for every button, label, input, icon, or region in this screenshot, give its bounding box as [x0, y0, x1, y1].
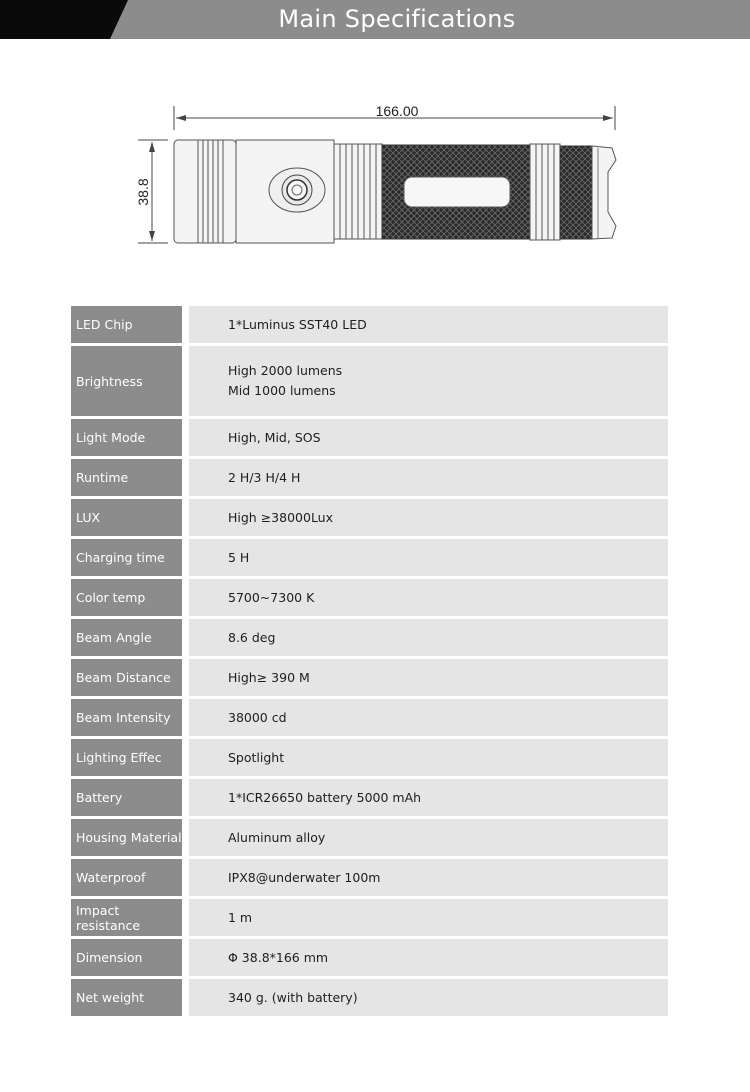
- spec-value-line: 1*ICR26650 battery 5000 mAh: [228, 789, 422, 805]
- spec-row: [71, 579, 668, 616]
- spec-value-line: 8.6 deg: [228, 629, 276, 645]
- spec-row: [71, 539, 668, 576]
- spec-row: [71, 699, 668, 736]
- diameter-dimension: [135, 140, 168, 243]
- spec-value: [189, 699, 668, 736]
- flashlight-switch-section: [236, 140, 334, 243]
- spec-value: [189, 499, 668, 536]
- spec-label: Beam Distance: [71, 659, 182, 696]
- spec-label: Battery: [71, 779, 182, 816]
- spec-label: Impact resistance: [71, 899, 182, 936]
- spec-divider: [182, 579, 189, 616]
- spec-row: [71, 819, 668, 856]
- spec-value-line: High ≥38000Lux: [228, 509, 334, 525]
- spec-label: Beam Intensity: [71, 699, 182, 736]
- spec-value: [189, 659, 668, 696]
- length-dimension: [174, 103, 615, 130]
- spec-value-line: Spotlight: [228, 749, 285, 765]
- spec-row: [71, 739, 668, 776]
- spec-row: [71, 939, 668, 976]
- spec-value: [189, 619, 668, 656]
- spec-value: [189, 419, 668, 456]
- spec-value-line: 5 H: [228, 549, 250, 565]
- flashlight-neck-rings: [334, 144, 382, 239]
- spec-value-line: High 2000 lumens: [228, 363, 343, 378]
- spec-value: [189, 779, 668, 816]
- spec-divider: [182, 539, 189, 576]
- spec-label: Runtime: [71, 459, 182, 496]
- spec-row: [71, 499, 668, 536]
- spec-row: [71, 979, 668, 1016]
- spec-value: [189, 346, 668, 416]
- spec-row: [71, 346, 668, 416]
- spec-divider: [182, 939, 189, 976]
- flashlight-head: [560, 146, 616, 239]
- spec-row: [71, 306, 668, 343]
- flashlight-knurled-body: [382, 145, 530, 239]
- spec-label: Color temp: [71, 579, 182, 616]
- spec-value: [189, 979, 668, 1016]
- spec-divider: [182, 419, 189, 456]
- spec-value-line: High, Mid, SOS: [228, 429, 321, 445]
- spec-divider: [182, 899, 189, 936]
- spec-divider: [182, 346, 189, 416]
- spec-value-line: 1*Luminus SST40 LED: [228, 316, 367, 332]
- spec-divider: [182, 699, 189, 736]
- spec-divider: [182, 659, 189, 696]
- spec-row: [71, 419, 668, 456]
- spec-row: [71, 459, 668, 496]
- spec-value-line: 38000 cd: [228, 709, 287, 725]
- page-title: Main Specifications: [278, 5, 516, 33]
- spec-value: [189, 459, 668, 496]
- spec-label: Lighting Effec: [71, 739, 182, 776]
- spec-row: [71, 899, 668, 936]
- spec-label: Brightness: [71, 346, 182, 416]
- spec-label: Charging time: [71, 539, 182, 576]
- spec-value: [189, 939, 668, 976]
- spec-value-line: 5700~7300 K: [228, 589, 315, 605]
- spec-value: [189, 899, 668, 936]
- spec-value-line: Aluminum alloy: [228, 829, 326, 845]
- length-label: 166.00: [375, 103, 419, 119]
- spec-label: Beam Angle: [71, 619, 182, 656]
- spec-divider: [182, 819, 189, 856]
- spec-label: LED Chip: [71, 306, 182, 343]
- spec-row: [71, 619, 668, 656]
- specifications-table: [71, 306, 668, 1019]
- spec-label: Net weight: [71, 979, 182, 1016]
- spec-value: [189, 819, 668, 856]
- spec-label: Light Mode: [71, 419, 182, 456]
- flashlight-head-rings: [530, 144, 560, 240]
- spec-divider: [182, 459, 189, 496]
- spec-label: Housing Material: [71, 819, 182, 856]
- spec-divider: [182, 859, 189, 896]
- diameter-label: 38.8: [135, 178, 151, 206]
- spec-value: [189, 859, 668, 896]
- spec-value: [189, 306, 668, 343]
- spec-value-line: High≥ 390 M: [228, 669, 310, 685]
- header-banner: [0, 0, 750, 39]
- spec-divider: [182, 779, 189, 816]
- spec-divider: [182, 499, 189, 536]
- spec-value: [189, 539, 668, 576]
- spec-divider: [182, 739, 189, 776]
- spec-value-line: Φ 38.8*166 mm: [228, 949, 329, 965]
- spec-row: [71, 779, 668, 816]
- spec-divider: [182, 979, 189, 1016]
- spec-value-line: 2 H/3 H/4 H: [228, 469, 301, 485]
- spec-value: [189, 579, 668, 616]
- spec-row: [71, 859, 668, 896]
- spec-value-line: 1 m: [228, 909, 253, 925]
- spec-value-line: Mid 1000 lumens: [228, 383, 336, 398]
- flashlight-tail: [174, 140, 236, 243]
- spec-value-line: IPX8@underwater 100m: [228, 869, 381, 885]
- spec-row: [71, 659, 668, 696]
- spec-label: LUX: [71, 499, 182, 536]
- spec-divider: [182, 306, 189, 343]
- spec-divider: [182, 619, 189, 656]
- spec-value-line: 340 g. (with battery): [228, 989, 358, 1005]
- spec-label: Dimension: [71, 939, 182, 976]
- flashlight-dimension-drawing: [125, 95, 635, 260]
- spec-value: [189, 739, 668, 776]
- spec-label: Waterproof: [71, 859, 182, 896]
